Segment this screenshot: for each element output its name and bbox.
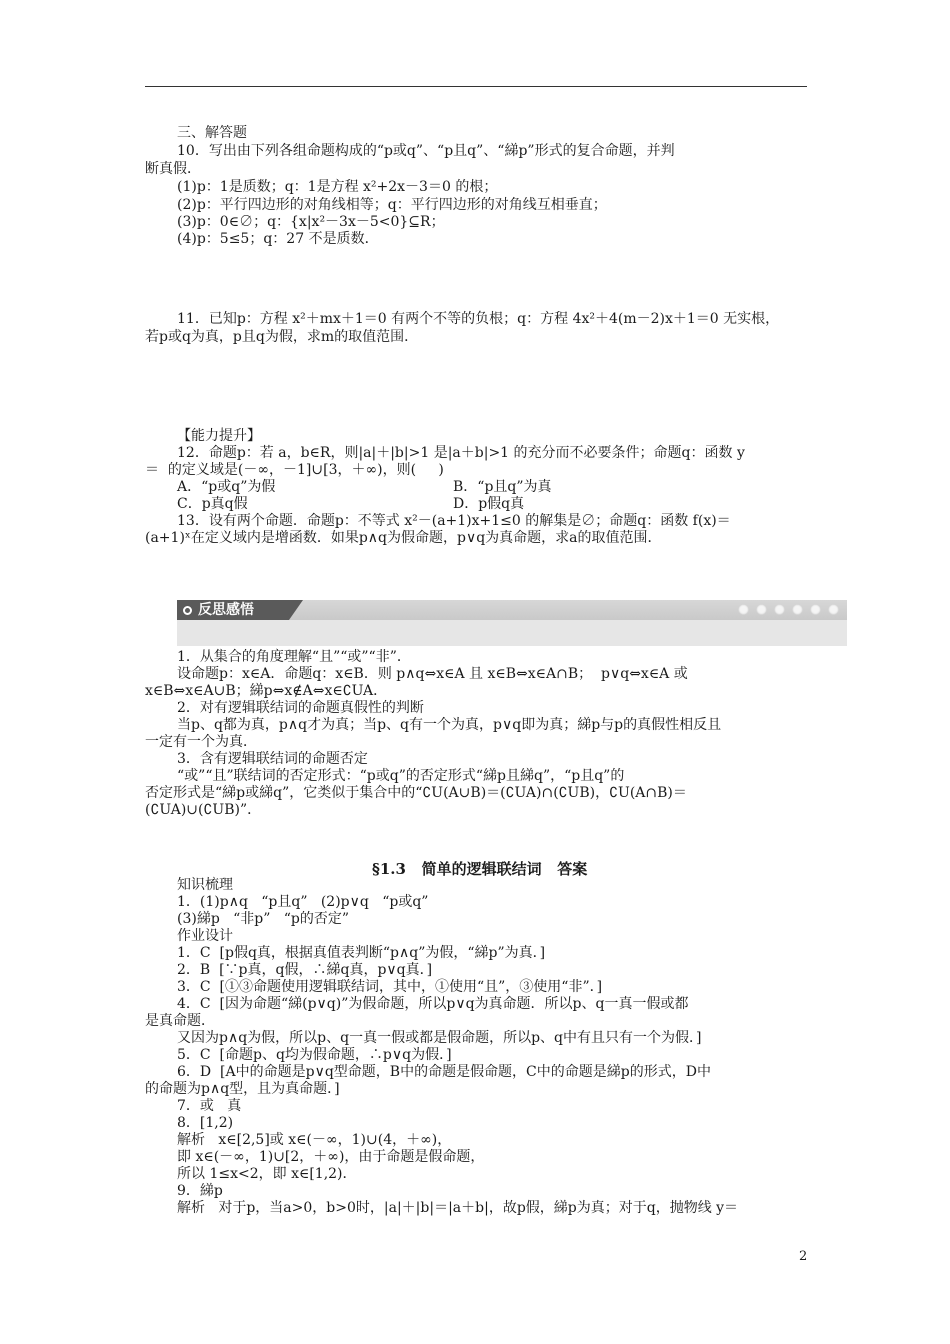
answer-line: (3)綈p “非p” “p的否定” [177, 911, 350, 927]
answer-line: 1．C [p假q真，根据真值表判断“p∧q”为假，“綈p”为真．] [177, 945, 546, 961]
section-heading: 三、解答题 [177, 125, 247, 141]
answer-line: 解析 对于p，当a>0，b>0时，|a|＋|b|＝|a＋b|，故p假，綈p为真；对于q，抛物线 y＝ [177, 1200, 739, 1216]
answer-line: 5．C [命题p、q均为假命题，∴p∨q为假．] [177, 1047, 452, 1063]
page-number: 2 [799, 1249, 808, 1264]
answer-line: 解析 x∈[2,5]或 x∈(－∞，1)∪(4，＋∞)， [177, 1132, 452, 1148]
circle-icon [183, 606, 192, 615]
answer-line: 作业设计 [177, 928, 233, 944]
reflect-6: 一定有一个为真． [145, 734, 257, 750]
answer-line: 所以 1≤x<2，即 x∈[1,2)． [177, 1166, 357, 1182]
dot-icon [828, 604, 839, 615]
answer-line: 即 x∈(－∞，1)∪[2，＋∞)，由于命题是假命题， [177, 1149, 485, 1165]
banner-bar [177, 600, 847, 620]
reflect-9: 否定形式是“綈p或綈q”，它类似于集合中的“∁U(A∪B)＝(∁UA)∩(∁UB)，∁U(A∩B)＝ [145, 785, 687, 801]
answer-line: 7．或 真 [177, 1098, 242, 1114]
q10-item4: (4)p：5≤5；q：27 不是质数． [177, 231, 379, 247]
dot-icon [756, 604, 767, 615]
q10-item3: (3)p：0∈∅；q：{x|x²－3x－5<0}⊆R； [177, 214, 445, 230]
answer-line: 4．C [因为命题“綈(p∨q)”为假命题，所以p∨q为真命题．所以p、q一真一假或都 [177, 996, 689, 1012]
reflect-2: 设命题p：x∈A．命题q：x∈B．则 p∧q⇔x∈A 且 x∈B⇔x∈A∩B； p∨q⇔x∈A 或 [177, 666, 688, 682]
dot-icon [792, 604, 803, 615]
answer-line: 9．綈p [177, 1183, 223, 1199]
q10-item1: (1)p：1是质数；q：1是方程 x²+2x－3＝0 的根； [177, 179, 498, 195]
answer-line: 又因为p∧q为假，所以p、q一真一假或都是假命题，所以p、q中有且只有一个为假．] [177, 1030, 702, 1046]
q13-line2: (a+1)ˣ在定义域内是增函数．如果p∧q为假命题，p∨q为真命题，求a的取值范围． [145, 530, 662, 546]
answer-line: 的命题为p∧q型，且为真命题．] [145, 1081, 340, 1097]
ability-heading: 【能力提升】 [177, 428, 261, 444]
q11-line2: 若p或q为真，p且q为假，求m的取值范围． [145, 329, 419, 345]
reflect-1: 1．从集合的角度理解“且”“或”“非”． [177, 649, 411, 665]
banner-tag [177, 600, 289, 620]
reflect-4: 2．对有逻辑联结词的命题真假性的判断 [177, 700, 424, 716]
reflect-3: x∈B⇔x∈A∪B；綈p⇔x∉A⇔x∈∁UA． [145, 683, 388, 699]
q12-option-c: C．p真q假 [177, 496, 248, 512]
answer-line: 是真命题． [145, 1013, 215, 1029]
dot-icon [810, 604, 821, 615]
answer-line: 2．B [∵p真，q假，∴綈q真，p∨q真．] [177, 962, 433, 978]
answer-line: 知识梳理 [177, 877, 233, 893]
q10-line2: 断真假． [145, 161, 201, 177]
reflect-5: 当p、q都为真，p∧q才为真；当p、q有一个为真，p∨q即为真；綈p与p的真假性相反且 [177, 717, 722, 733]
reflection-banner [177, 600, 847, 646]
answer-line: 1．(1)p∧q “p且q” (2)p∨q “p或q” [177, 894, 429, 910]
q12-option-b: B．“p且q”为真 [453, 479, 552, 495]
q13-line1: 13．设有两个命题．命题p：不等式 x²－(a+1)x+1≤0 的解集是∅；命题q：函数 f(x)＝ [177, 513, 731, 529]
q10-item2: (2)p：平行四边形的对角线相等；q：平行四边形的对角线互相垂直； [177, 197, 607, 213]
q12-option-d: D．p假q真 [453, 496, 525, 512]
dot-icon [738, 604, 749, 615]
q12-option-a: A．“p或q”为假 [177, 479, 276, 495]
header-rule [145, 86, 807, 87]
q12-line1: 12．命题p：若 a，b∈R，则|a|＋|b|>1 是|a＋b|>1 的充分而不必要条件；命题q：函数 y [177, 445, 745, 461]
decorative-dots [738, 604, 839, 615]
answers-title: §1.3 简单的逻辑联结词 答案 [372, 860, 588, 878]
answer-line: 6．D [A中的命题是p∨q型命题，B中的命题是假命题，C中的命题是綈p的形式，D中 [177, 1064, 711, 1080]
q11-line1: 11．已知p：方程 x²＋mx＋1＝0 有两个不等的负根；q：方程 4x²＋4(m－2)x＋1＝0 无实根， [177, 311, 780, 327]
banner-label: 反思感悟 [198, 602, 254, 618]
answer-line: 3．C [①③命题使用逻辑联结词，其中，①使用“且”，③使用“非”．] [177, 979, 603, 995]
answer-line: 8．[1,2) [177, 1115, 234, 1131]
q10-line1: 10．写出由下列各组命题构成的“p或q”、“p且q”、“綈p”形式的复合命题，并判 [177, 143, 675, 159]
reflect-10: (∁UA)∪(∁UB)”． [145, 802, 262, 818]
reflect-7: 3．含有逻辑联结词的命题否定 [177, 751, 368, 767]
q12-line2: ＝ 的定义域是(－∞，－1]∪[3，＋∞)，则( ) [145, 462, 444, 478]
dot-icon [774, 604, 785, 615]
reflect-8: “或”“且”联结词的否定形式：“p或q”的否定形式“綈p且綈q”，“p且q”的 [177, 768, 625, 784]
